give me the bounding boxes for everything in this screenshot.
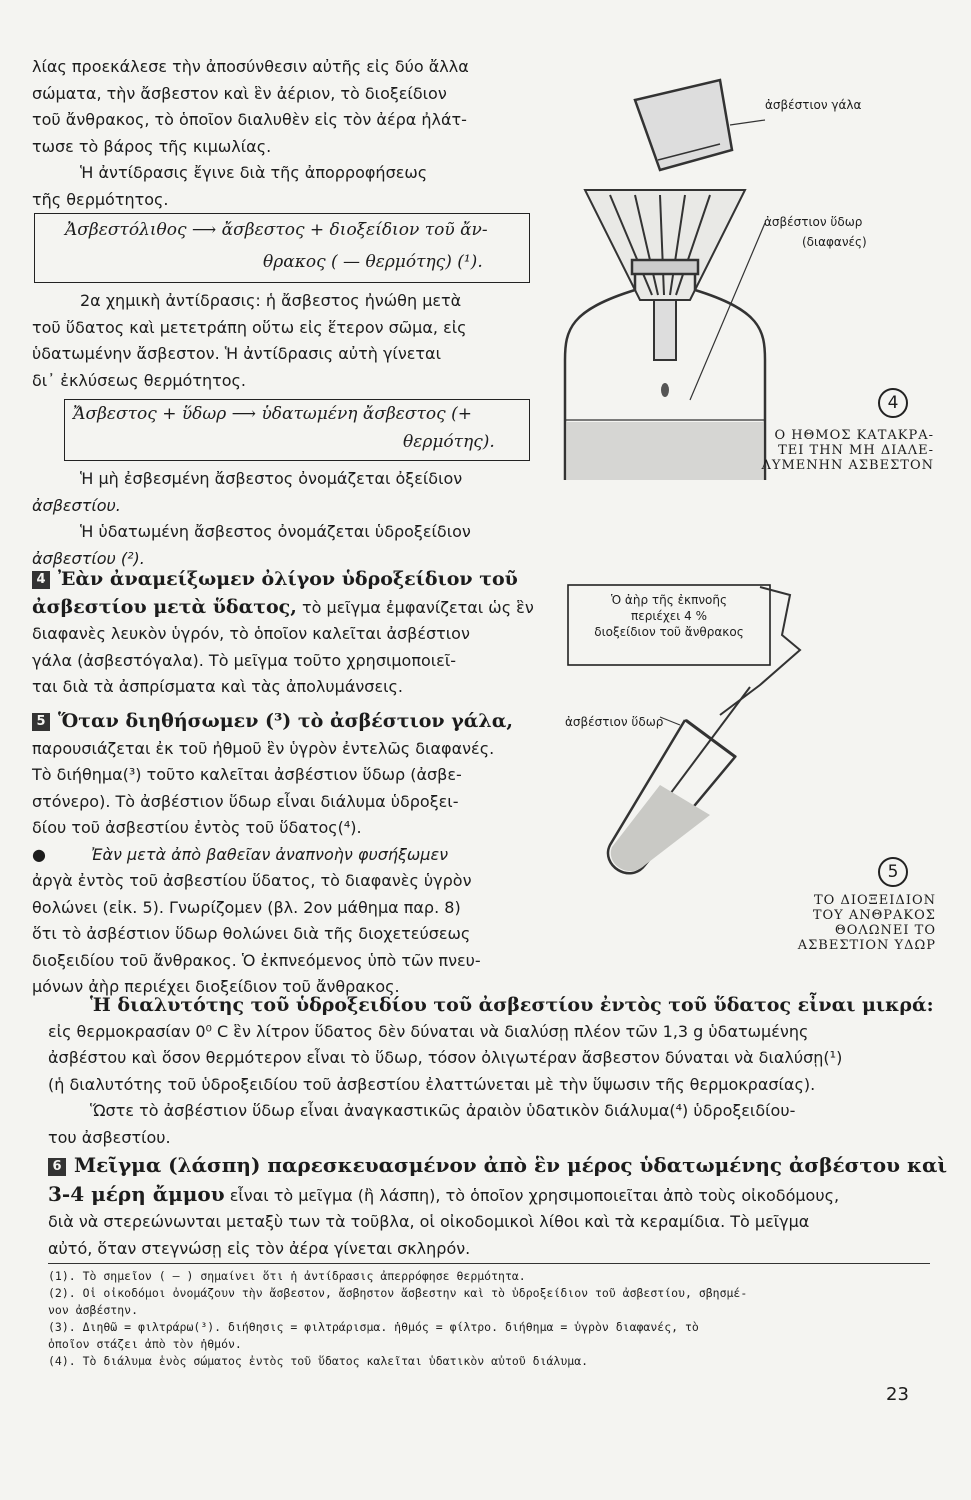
paragraph-second-reaction (32, 288, 540, 394)
text-line: δι᾽ ἐκλύσεως θερμότητος. (32, 370, 246, 390)
pointer-line (730, 120, 765, 125)
bullet-icon: ● (32, 844, 46, 864)
text-line: λίας προεκάλεσε τὴν ἀποσύνθεσιν αὐτῆς εἰς δύο ἄλλα (32, 57, 469, 76)
caption-line: ΤΟΥ ΑΝΘΡΑΚΟΣ (812, 908, 936, 923)
text-line: (ἡ διαλυτότης τοῦ ὑδροξειδίου τοῦ ἀσβεστίου ἐλαττώνεται μὲ τὴν ὕψωσιν τῆς θερμοκρασίας). (48, 1074, 816, 1094)
text-line: Ἡ ὑδατωμένη ἄσβεστος ὀνομάζεται ὑδροξείδιον (80, 522, 471, 541)
footnote-rule (48, 1263, 930, 1264)
section-heading (32, 708, 540, 736)
section-title: Ἐὰν ἀναμείξωμεν ὀλίγον ὑδροξείδιον τοῦ (58, 568, 518, 590)
info-line: διοξείδιον τοῦ ἄνθρακος (594, 625, 744, 639)
section-4 (32, 566, 540, 701)
text-line: στόνερο). Τὸ ἀσβέστιον ὕδωρ εἶναι διάλυμα ὑδροξει- (32, 791, 459, 811)
text-line: ὅτι τὸ ἀσβέστιον ὕδωρ θολώνει διὰ τῆς διοχετεύσεως (32, 924, 471, 943)
text-line: Ὥστε τὸ ἀσβέστιον ὕδωρ εἶναι ἀναγκαστικῶς ἀραιὸν ὑδατικὸν διάλυμα(⁴) ὑδροξειδίου- (90, 1101, 796, 1120)
text-line: του ἀσβεστίου. (48, 1127, 171, 1147)
text-line: Ἡ ἀντίδρασις ἔγινε διὰ τῆς ἀπορροφήσεως (80, 163, 428, 182)
footnote: (3). Διηθῶ = φιλτράρω(³). διήθησις = φιλτράρισμα. ἠθμός = φίλτρο. διήθημα = ὑγρὸν διαφανές, τὸ (48, 1320, 699, 1334)
text-line: μόνων ἀὴρ περιέχει διοξείδιον τοῦ ἄνθρακος. (32, 977, 400, 996)
page-number: 23 (886, 1384, 909, 1405)
text-line: τωσε τὸ βάρος τῆς κιμωλίας. (32, 136, 272, 156)
text-line: θολώνει (εἰκ. 5). Γνωρίζομεν (βλ. 2ον μάθημα παρ. 8) (32, 897, 461, 917)
caption-line: Ο ΗΘΜΟΣ ΚΑΤΑΚΡΑ- (774, 428, 934, 443)
text-line: διαφανὲς λευκὸν ὑγρόν, τὸ ὁποῖον καλεῖται ἀσβέστιον (32, 624, 470, 643)
section-6 (48, 1152, 948, 1262)
section-title-cont: ἀσβεστίου μετὰ ὕδατος, (32, 595, 297, 618)
text-line: τοῦ ὕδατος καὶ μετετράπη οὕτω εἰς ἕτερον σῶμα, εἰς (32, 317, 467, 337)
text-span: τὸ μεῖγμα ἐμφανίζεται ὡς ἓν (301, 597, 534, 617)
text-line: ται διὰ τὰ ἀσπρίσματα καὶ τὰς ἀπολυμάνσεις. (32, 677, 403, 696)
text-span: Ἐὰν μετὰ ἀπὸ βαθεῖαν ἀναπνοὴν φυσήξωμεν (91, 844, 449, 864)
caption-line: ΤΟ ΔΙΟΞΕΙΔΙΟΝ (814, 893, 936, 908)
text-line: 2α χημικὴ ἀντίδρασις: ἡ ἄσβεστος ἠνώθη μετὰ (80, 291, 462, 310)
section-5 (32, 708, 540, 1001)
figure-caption (710, 428, 934, 473)
text-line: τοῦ ἄνθρακος, τὸ ὁποῖον διαλυθὲν εἰς τὸν ἀέρα ἠλάτ- (32, 110, 467, 129)
equation-line: θερμότης). (403, 432, 495, 452)
text-line: παρουσιάζεται ἐκ τοῦ ἠθμοῦ ἓν ὑγρὸν ἐντελῶς διαφανές. (32, 738, 495, 758)
figure-4 (540, 40, 940, 480)
text-line (32, 842, 540, 869)
pouring-glass-icon (635, 80, 732, 170)
section-heading (32, 566, 540, 594)
text-line: γάλα (ἀσβεστόγαλα). Τὸ μεῖγμα τοῦτο χρησιμοποιεῖ- (32, 650, 457, 670)
text-line: Ἡ μὴ ἐσβεσμένη ἄσβεστος ὀνομάζεται ὀξείδιον (80, 469, 463, 488)
footnote: (2). Οἱ οἰκοδόμοι ὀνομάζουν τὴν ἄσβεστον, ἄσβηστον ἄσβεστην καὶ τὸ ὑδροξείδιον τοῦ ἀσβεστίου, σβησμέ- (48, 1286, 748, 1300)
equation-line: θρακος ( — θερμότης) (¹). (263, 252, 483, 272)
footnote: νον ἀσβέστην. (48, 1303, 139, 1317)
equation-box-1 (34, 213, 530, 283)
text-line: ἀσβεστίου (²). (32, 548, 145, 568)
footnote: ὁποῖον στάζει ἀπὸ τὸν ἠθμόν. (48, 1337, 242, 1351)
footnote: (1). Τὸ σημεῖον ( — ) σημαίνει ὅτι ἡ ἀντίδρασις ἀπερρόφησε θερμότητα. (48, 1269, 526, 1283)
text-line: δίου τοῦ ἀσβεστίου ἐντὸς τοῦ ὕδατος(⁴). (32, 818, 362, 837)
info-box-text (570, 592, 768, 640)
text-line: ἀργὰ ἐντὸς τοῦ ἀσβεστίου ὕδατος, τὸ διαφανὲς ὑγρὸν (32, 871, 472, 890)
text-line: τῆς θερμότητος. (32, 189, 169, 209)
equation-line: Ἄσβεστος + ὕδωρ ⟶ ὑδατωμένη ἄσβεστος (+ (73, 404, 472, 424)
solubility-heading: Ἡ διαλυτότης τοῦ ὑδροξειδίου τοῦ ἀσβεστίου ἐντὸς τοῦ ὕδατος εἶναι μικρά: (90, 994, 934, 1016)
section-number: 6 (48, 1158, 66, 1176)
text-line: διὰ νὰ στερεώνωνται μεταξὺ των τὰ τοῦβλα, οἱ οἰκοδομικοὶ λίθοι καὶ τὰ κεραμίδια. Τὸ μεῖγμα (48, 1212, 810, 1231)
text-line: ἀσβέστου καὶ ὅσον θερμότερον εἶναι τὸ ὕδωρ, τόσον ὀλιγωτέραν ἄσβεστον δύναται νὰ διαλύσῃ(¹) (48, 1048, 843, 1067)
text-line: αὐτό, ὅταν στεγνώσῃ εἰς τὸν ἀέρα γίνεται σκληρόν. (48, 1238, 471, 1258)
text-span: εἶναι τὸ μεῖγμα (ἢ λάσπη), τὸ ὁποῖον χρησιμοποιεῖται ἀπὸ τοὺς οἰκοδόμους, (229, 1185, 840, 1205)
equation-box-2 (64, 399, 530, 461)
figure-number: 5 (878, 857, 908, 887)
section-heading (48, 1152, 948, 1181)
caption-line: ΑΣΒΕΣΤΙΟΝ ΥΔΩΡ (797, 938, 936, 953)
figure-caption (710, 893, 936, 953)
text-line: ἀσβεστίου. (32, 495, 121, 515)
footnotes (48, 1268, 930, 1370)
equation-line: Ἀσβεστόλιθος ⟶ ἄσβεστος + διοξείδιον τοῦ ἄν- (65, 220, 488, 240)
section-title: Μεῖγμα (λάσπη) παρεσκευασμένον ἀπὸ ἓν μέρος ὑδατωμένης ἀσβέστου καὶ (74, 1153, 948, 1177)
label-lime-water: ἀσβέστιον ὕδωρ (764, 215, 863, 229)
info-line: Ὁ ἀὴρ τῆς ἐκπνοῆς (610, 593, 728, 607)
text-line: εἰς θερμοκρασίαν 0⁰ C ἓν λίτρον ὕδατος δὲν δύναται νὰ διαλύσῃ πλέον τῶν 1,3 g ὑδατωμένης (48, 1021, 809, 1041)
info-line: περιέχει 4 % (630, 609, 708, 623)
paragraph-intro (32, 54, 540, 213)
text-line (48, 1181, 930, 1210)
test-tube-icon (608, 720, 736, 873)
label-lime-milk: ἀσβέστιον γάλα (765, 98, 862, 112)
left-column (32, 54, 540, 213)
text-line: ὑδατωμένην ἄσβεστον. Ἡ ἀντίδρασις αὐτὴ γίνεται (32, 344, 442, 363)
section-title-cont: 3-4 μέρη ἄμμου (48, 1181, 225, 1206)
text-line: διοξειδίου τοῦ ἄνθρακος. Ὁ ἐκπνεόμενος ὑπὸ τῶν πνευ- (32, 950, 481, 970)
caption-line: ΘΟΛΩΝΕΙ ΤΟ (835, 923, 936, 938)
solubility-paragraph (48, 992, 934, 1151)
text-line (32, 594, 540, 622)
label-lime-water-note: (διαφανές) (802, 235, 867, 249)
section-title: Ὅταν διηθήσωμεν (³) τὸ ἀσβέστιον γάλα, (58, 710, 513, 732)
figure-5 (560, 575, 940, 965)
caption-line: ΤΕΙ ΤΗΝ ΜΗ ΔΙΑΛΕ- (778, 443, 934, 458)
text-line: σώματα, τὴν ἄσβεστον καὶ ἓν ἀέριον, τὸ διοξείδιον (32, 83, 447, 103)
text-line: Τὸ διήθημα(³) τοῦτο καλεῖται ἀσβέστιον ὕδωρ (ἀσβε- (32, 765, 462, 784)
paragraph-names (32, 466, 540, 572)
section-number: 5 (32, 713, 50, 731)
filter-funnel-illustration (540, 40, 940, 480)
footnote: (4). Τὸ διάλυμα ἑνὸς σώματος ἐντὸς τοῦ ὕδατος καλεῖται ὑδατικὸν αὐτοῦ διάλυμα. (48, 1354, 589, 1368)
section-number: 4 (32, 571, 50, 589)
caption-line: ΛΥΜΕΝΗΝ ΑΣΒΕΣΤΟΝ (761, 458, 934, 473)
figure-number: 4 (878, 388, 908, 418)
label-lime-water: ἀσβέστιον ὕδωρ (565, 715, 664, 729)
